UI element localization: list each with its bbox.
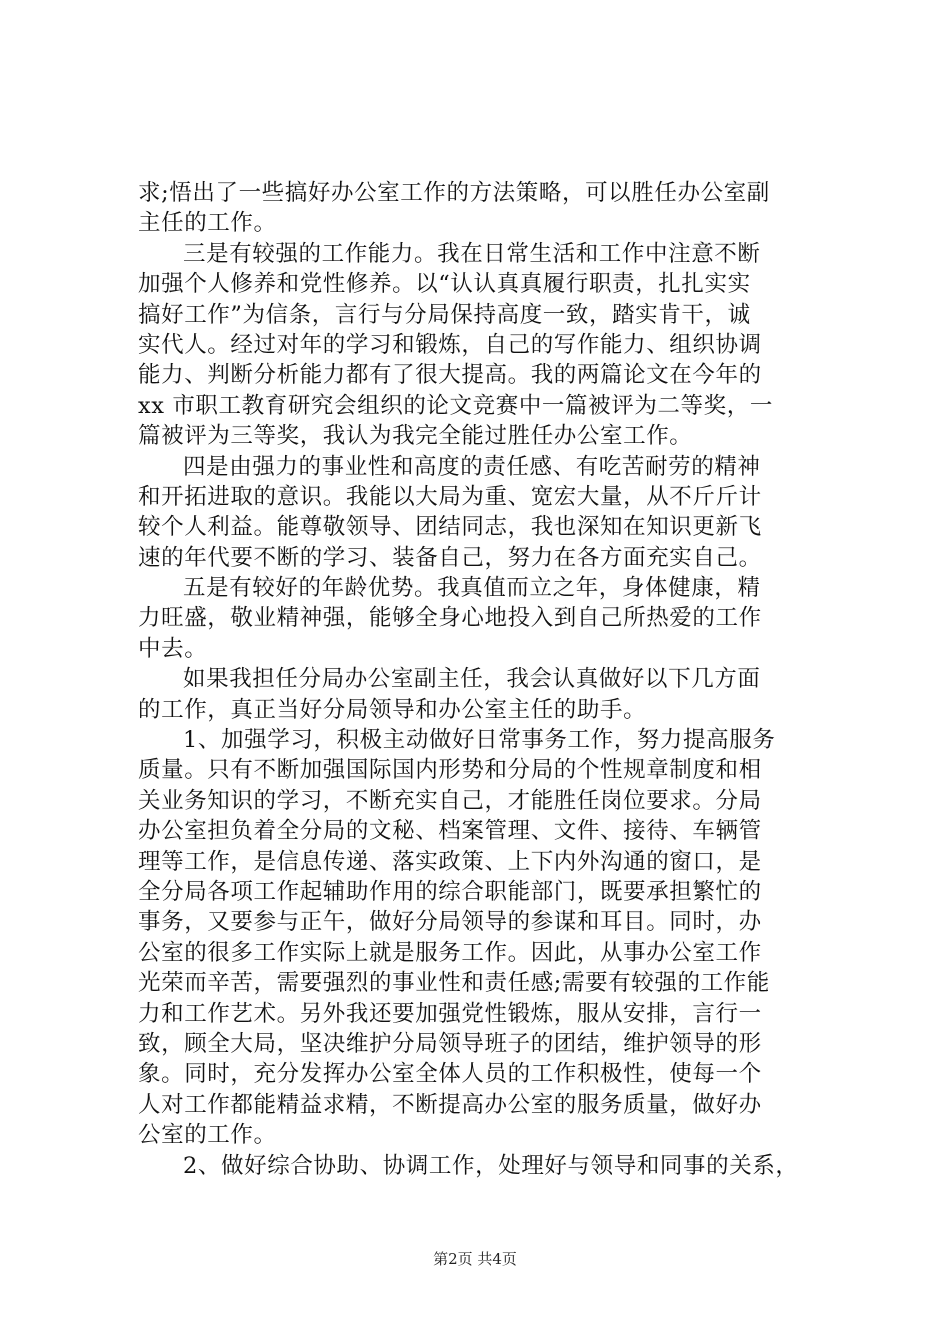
text-line: 办公室担负着全分局的文秘、档案管理、文件、接待、车辆管 [138, 818, 762, 845]
text-line: 质量。只有不断加强国际国内形势和分局的个性规章制度和相 [138, 757, 762, 784]
text-line: 加强个人修养和党性修养。以“认认真真履行职责，扎扎实实 [138, 271, 751, 298]
text-line: 2、做好综合协助、协调工作，处理好与领导和同事的关系， [183, 1152, 799, 1179]
document-body [138, 178, 838, 1181]
text-line: 全分局各项工作起辅助作用的综合职能部门，既要承担繁忙的 [138, 878, 762, 905]
text-line: 实代人。经过对年的学习和锻炼，自己的写作能力、组织协调 [138, 331, 762, 358]
text-line: xx 市职工教育研究会组织的论文竞赛中一篇被评为二等奖，一 [138, 392, 773, 419]
text-line: 公室的很多工作实际上就是服务工作。因此，从事办公室工作 [138, 939, 762, 966]
text-line: 1、加强学习，积极主动做好日常事务工作，努力提高服务 [183, 727, 776, 754]
text-line: 速的年代要不断的学习、装备自己，努力在各方面充实自己。 [138, 544, 762, 571]
text-line: 较个人利益。能尊敬领导、团结同志，我也深知在知识更新飞 [138, 514, 762, 541]
text-line: 中去。 [138, 635, 208, 662]
text-line: 力和工作艺术。另外我还要加强党性锻炼，服从安排，言行一 [138, 1000, 762, 1027]
text-line: 公室的工作。 [138, 1122, 277, 1149]
text-line: 光荣而辛苦，需要强烈的事业性和责任感;需要有较强的工作能 [138, 970, 770, 997]
text-line: 象。同时，充分发挥办公室全体人员的工作积极性，使每一个 [138, 1061, 762, 1088]
text-line: 力旺盛，敬业精神强，能够全身心地投入到自己所热爱的工作 [138, 605, 762, 632]
text-line: 致，顾全大局，坚决维护分局领导班子的团结，维护领导的形 [138, 1030, 762, 1057]
text-line: 主任的工作。 [138, 210, 277, 237]
text-line: 事务，又要参与正午，做好分局领导的参谋和耳目。同时，办 [138, 909, 762, 936]
text-line: 三是有较强的工作能力。我在日常生活和工作中注意不断 [183, 240, 761, 267]
page-footer: 第2页 共4页 [433, 1250, 517, 1268]
text-line: 和开拓进取的意识。我能以大局为重、宽宏大量，从不斤斤计 [138, 483, 762, 510]
text-line: 搞好工作”为信条，言行与分局保持高度一致，踏实肯干，诚 [138, 301, 751, 328]
text-line: 人对工作都能精益求精，不断提高办公室的服务质量，做好办 [138, 1091, 762, 1118]
text-line: 篇被评为三等奖，我认为我完全能过胜任办公室工作。 [138, 423, 693, 450]
text-line: 理等工作，是信息传递、落实政策、上下内外沟通的窗口，是 [138, 848, 762, 875]
text-line: 的工作，真正当好分局领导和办公室主任的助手。 [138, 696, 647, 723]
text-line: 求;悟出了一些搞好办公室工作的方法策略，可以胜任办公室副 [138, 180, 770, 206]
text-line: 关业务知识的学习，不断充实自己，才能胜任岗位要求。分局 [138, 787, 762, 814]
text-line: 能力、判断分析能力都有了很大提高。我的两篇论文在今年的 [138, 362, 762, 389]
text-line: 四是由强力的事业性和高度的责任感、有吃苦耐劳的精神 [183, 453, 761, 480]
text-line: 如果我担任分局办公室副主任，我会认真做好以下几方面 [183, 666, 761, 693]
text-line: 五是有较好的年龄优势。我真值而立之年，身体健康，精 [183, 575, 761, 602]
